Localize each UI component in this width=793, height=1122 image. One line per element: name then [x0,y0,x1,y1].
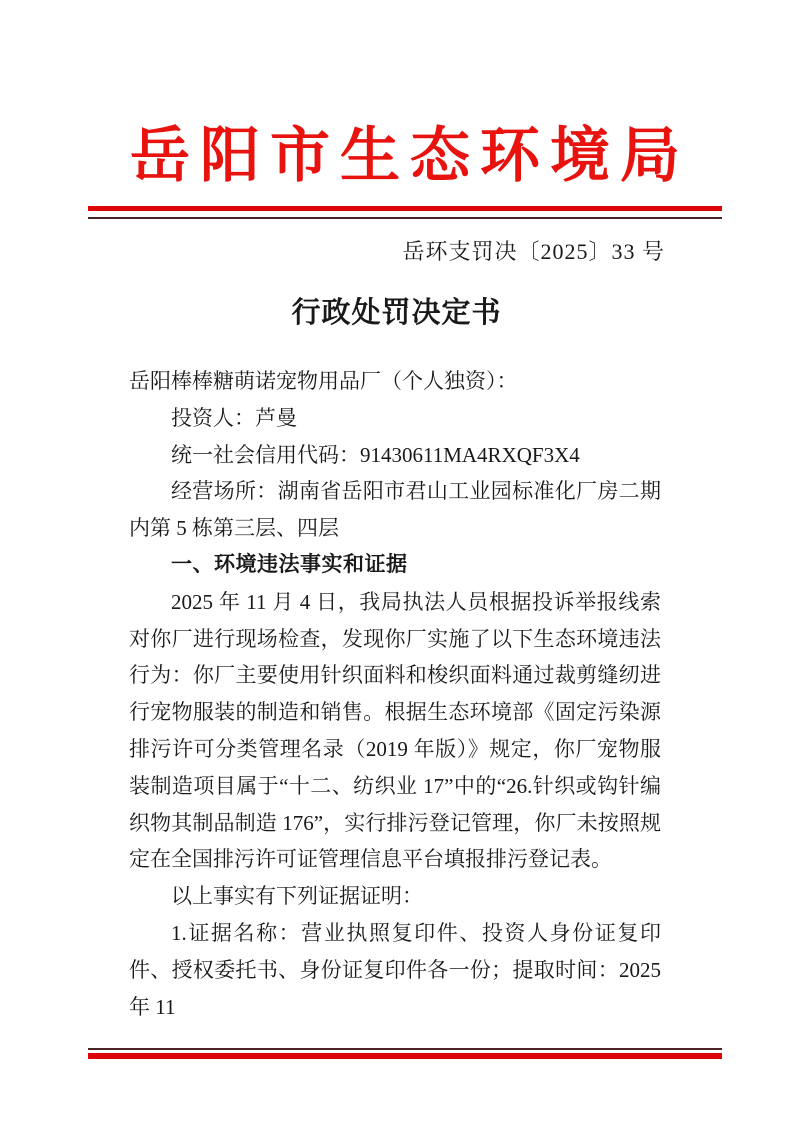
business-address-line: 经营场所：湖南省岳阳市君山工业园标准化厂房二期内第 5 栋第三层、四层 [129,479,661,541]
evidence-item-1: 1.证据名称：营业执照复印件、投资人身份证复印件、授权委托书、身份证复印件各一份；提取时间：2025 年 11 [129,920,661,1019]
evidence-intro-line: 以上事实有下列证据证明： [171,884,423,909]
footer-rule-thin [88,1048,722,1050]
document-body [129,363,661,1025]
credit-code-line: 统一社会信用代码：91430611MA4RXQF3X4 [171,442,580,467]
facts-paragraph: 2025 年 11 月 4 日，我局执法人员根据投诉举报线索对你厂进行现场检查，发现你厂实施了以下生态环境违法行为：你厂主要使用针织面料和梭织面料通过裁剪缝纫进行宠物服装的制造和销售。根据生态环境部《固定污染源排污许可分类管理名录（2019 年版）》规定，你厂宠物服装制造项目属于“十二、纺织业 17”中的“26.针织或钩针编织物其制品制造 176”，实行排污登记管理，你厂未按照规定在全国排污许可证管理信息平台填报排污登记表。 [129,589,661,872]
document-number: 岳环支罚决〔2025〕33 号 [402,239,665,264]
document-title: 行政处罚决定书 [291,297,502,329]
addressee-line: 岳阳棒棒糖萌诺宠物用品厂（个人独资）： [129,369,518,393]
footer-rule-thick [88,1053,722,1059]
investor-line: 投资人：芦曼 [171,405,297,430]
agency-letterhead-title: 岳阳市生态环境局 [130,123,690,189]
header-rule-thin [88,217,722,219]
header-rule-thick [88,206,722,211]
section-heading-facts-and-evidence: 一、环境违法事实和证据 [171,552,408,576]
